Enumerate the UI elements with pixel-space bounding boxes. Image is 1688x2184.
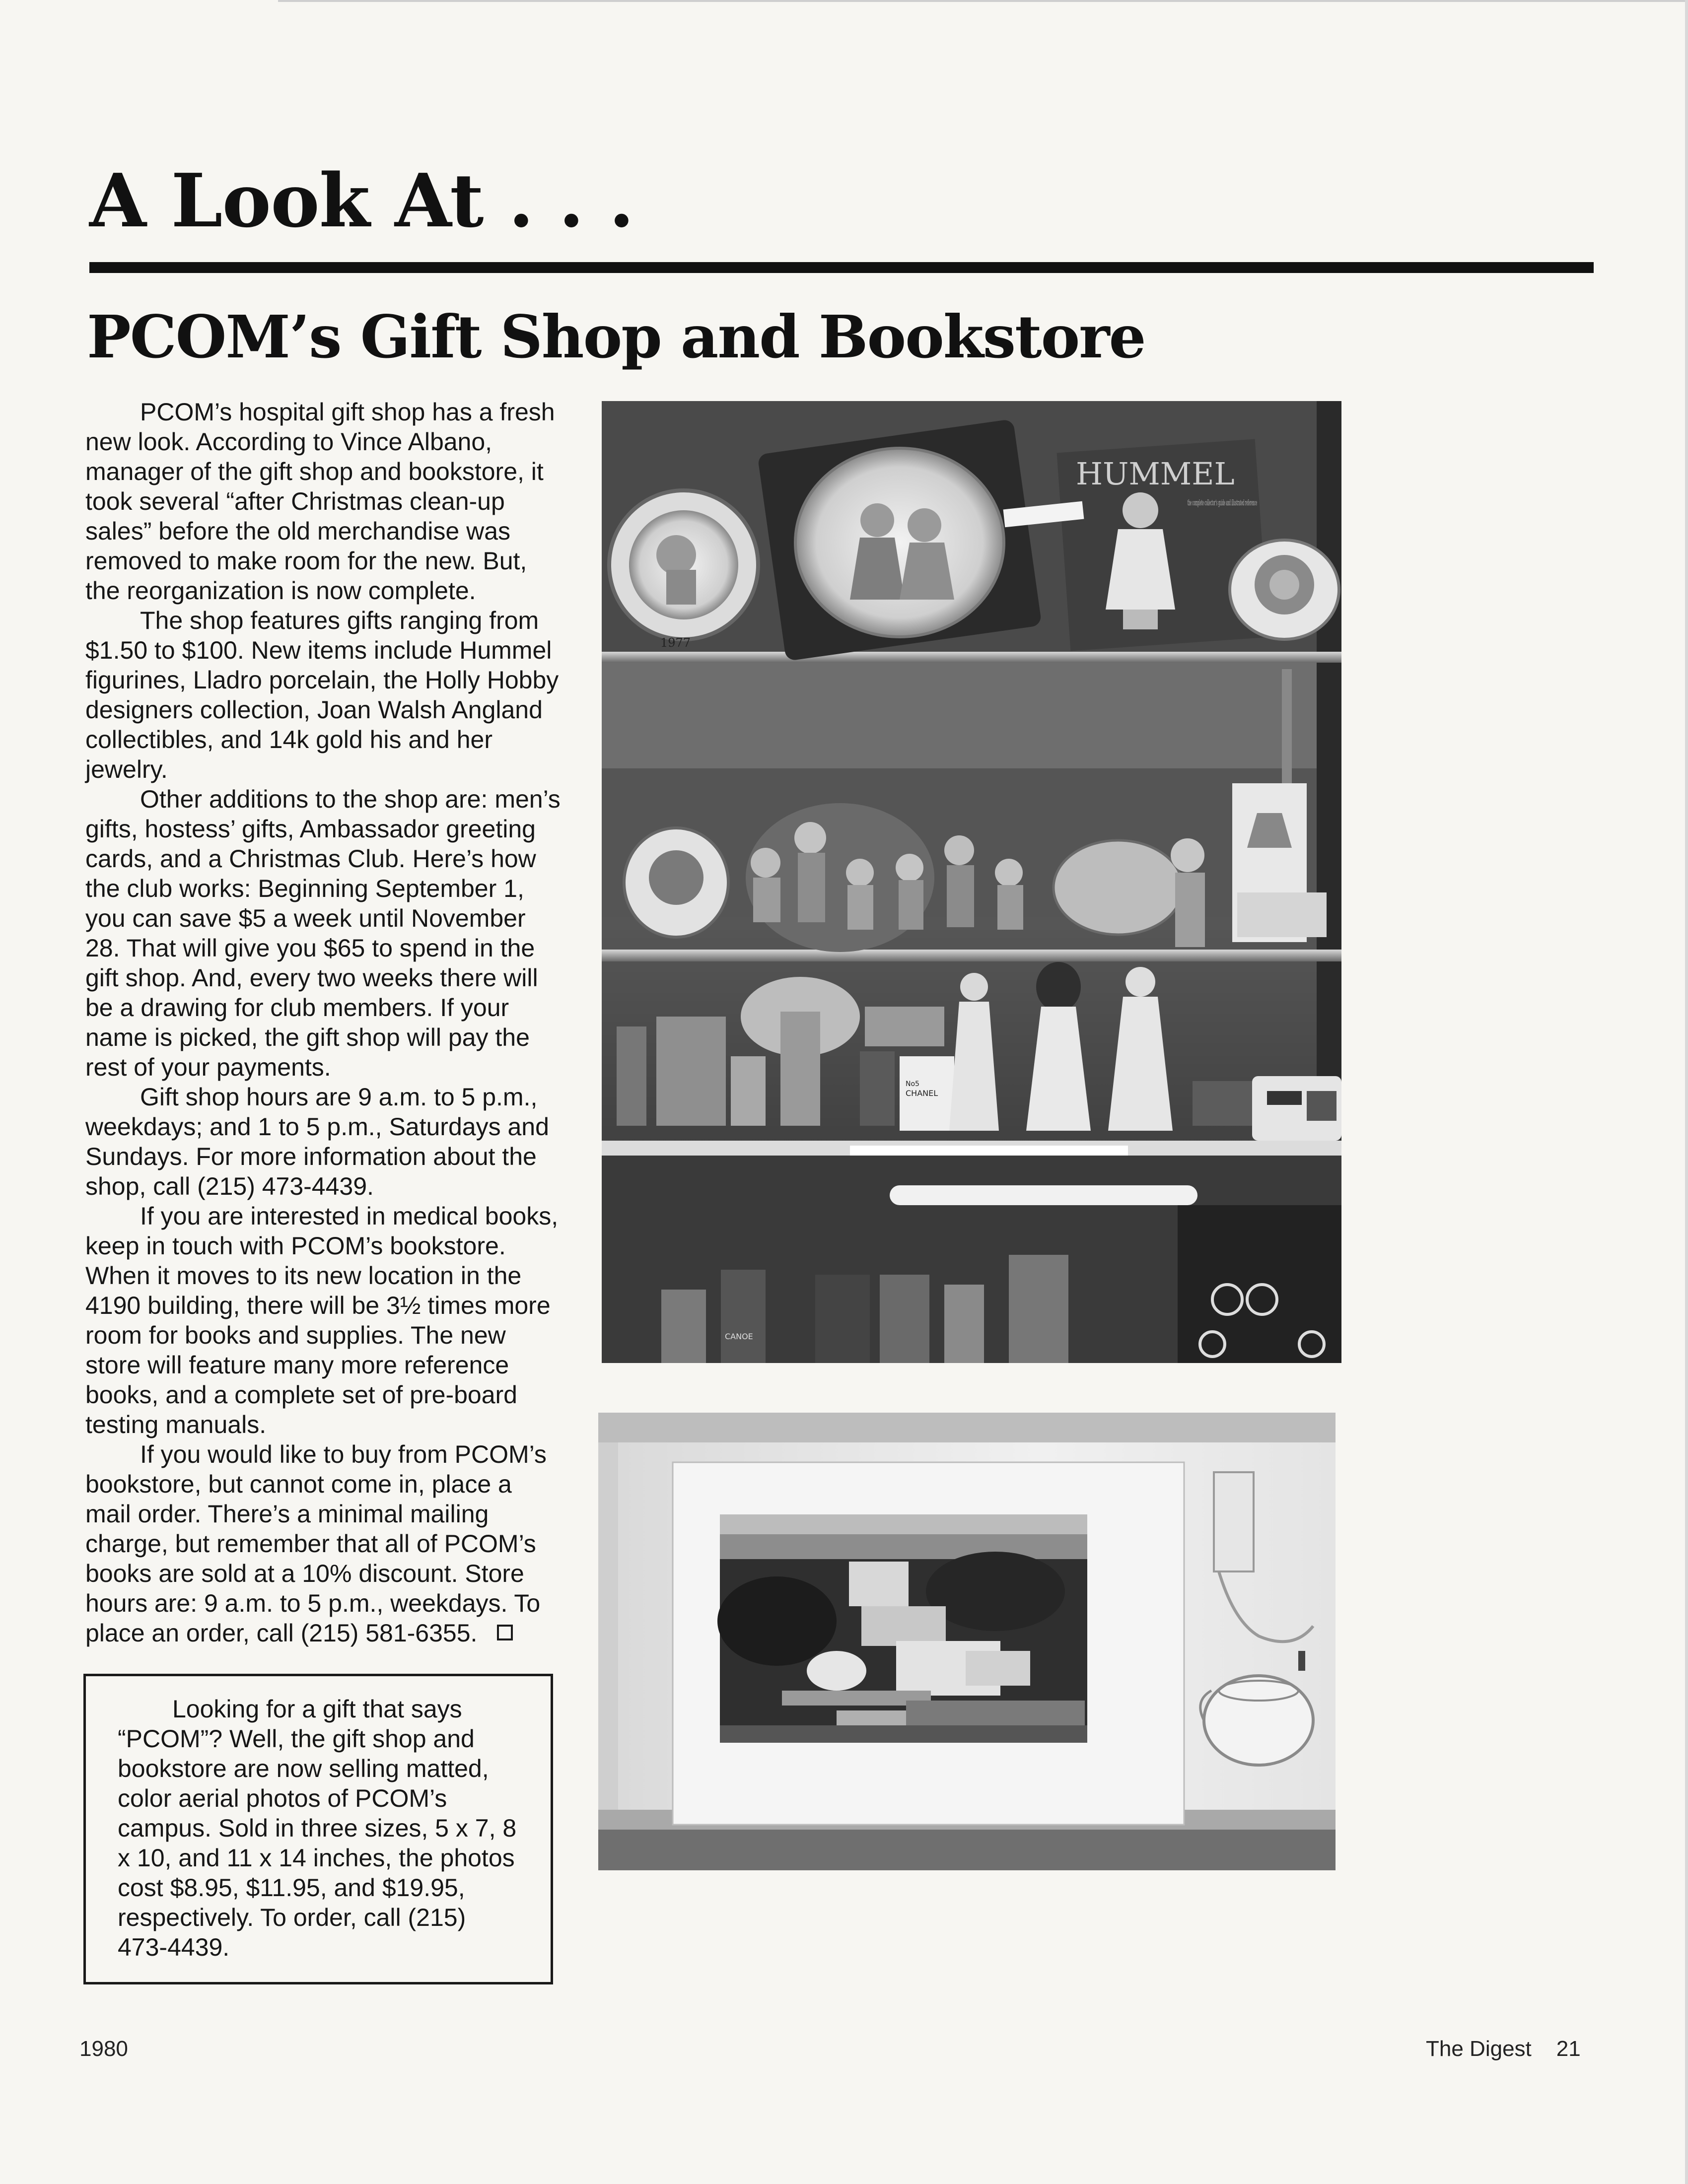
header-rule [89, 262, 1594, 273]
end-of-article-mark [497, 1625, 513, 1640]
book-title-label: HUMMEL [1076, 456, 1235, 492]
article-paragraph: PCOM’s hospital gift shop has a fresh new look. According to Vince Albano, manager of the gift shop and bookstore, it took several “after Christmas clean-up sales” before the old merchandise was removed to make room for the new. But, the reorganization is now complete. [85, 398, 555, 605]
article-paragraph: If you are interested in medical books, keep in touch with PCOM’s bookstore. When it moves to its new location in the 4190 building, there will be 3½ times more room for books and supplies. The new store will feature many more reference books, and a complete set of pre-board testing manuals. [85, 1202, 559, 1438]
perfume-number-label: No5 [906, 1080, 919, 1088]
article-paragraph-text: If you would like to buy from PCOM’s bookstore, but cannot come in, place a mail order. There’s a minimal mailing charge, but remember that all of PCOM’s books are sold at a 10% discount. Store hours are: 9 a.m. to 5 p.m., weekdays. To place an order, call (215) 581-6355. [85, 1440, 547, 1647]
article-paragraph: Other additions to the shop are: men’s gifts, hostess’ gifts, Ambassador greeting cards, and a Christmas Club. Here’s how the club works: Beginning September 1, you can save $5 a week until November 28. That will give you $65 to spend in the gift shop. And, every two weeks there will be a drawing for club members. If your name is picked, the gift shop will pay the rest of your payments. [85, 785, 561, 1081]
footer-year: 1980 [79, 2037, 128, 2061]
book-subtitle-label: the complete collector’s guide and illustrated reference [1188, 498, 1257, 507]
plate-year-label: 1977 [660, 636, 691, 650]
article-body [85, 397, 562, 1648]
small-hummel-plate [1230, 540, 1339, 639]
bottle-brand-label: CANOE [725, 1332, 753, 1341]
aerial-photo-display [598, 1413, 1336, 1870]
sidebar-box [83, 1674, 553, 1984]
section-kicker: A Look At . . . [89, 157, 634, 244]
page-number: 21 [1556, 2037, 1581, 2061]
hummel-book [1057, 439, 1269, 651]
article-paragraph: The shop features gifts ranging from $1.50 to $100. New items include Hummel figurines, Lladro porcelain, the Holly Hobby designers collection, Joan Walsh Angland collectibles, and 14k gold his and her jewelry. [85, 607, 559, 783]
sidebar-text: Looking for a gift that says “PCOM”? Well, the gift shop and bookstore are now selling matted, color aerial photos of PCOM’s campus. Sold in three sizes, 5 x 7, 8 x 10, and 11 x 14 inches, the photos cost $8.95, $11.95, and $19.95, respectively. To order, call (215) 473-4439. [118, 1695, 517, 1961]
perfume-brand-label: CHANEL [906, 1089, 938, 1098]
magazine-name: The Digest [1426, 2037, 1532, 2061]
article-paragraph-last [85, 1439, 562, 1648]
page-right-edge [1685, 0, 1688, 2184]
framed-hummel-plate [757, 419, 1042, 661]
article-headline: PCOM’s Gift Shop and Bookstore [87, 302, 1145, 371]
footer-magazine [1426, 2038, 1581, 2060]
page-top-edge [278, 0, 1688, 2]
campus-aerial-photo [717, 1514, 1087, 1743]
article-paragraph: Gift shop hours are 9 a.m. to 5 p.m., weekdays; and 1 to 5 p.m., Saturdays and Sundays. For more information about the shop, call (215) 473-4439. [85, 1083, 549, 1200]
display-case-photo [602, 401, 1341, 1363]
